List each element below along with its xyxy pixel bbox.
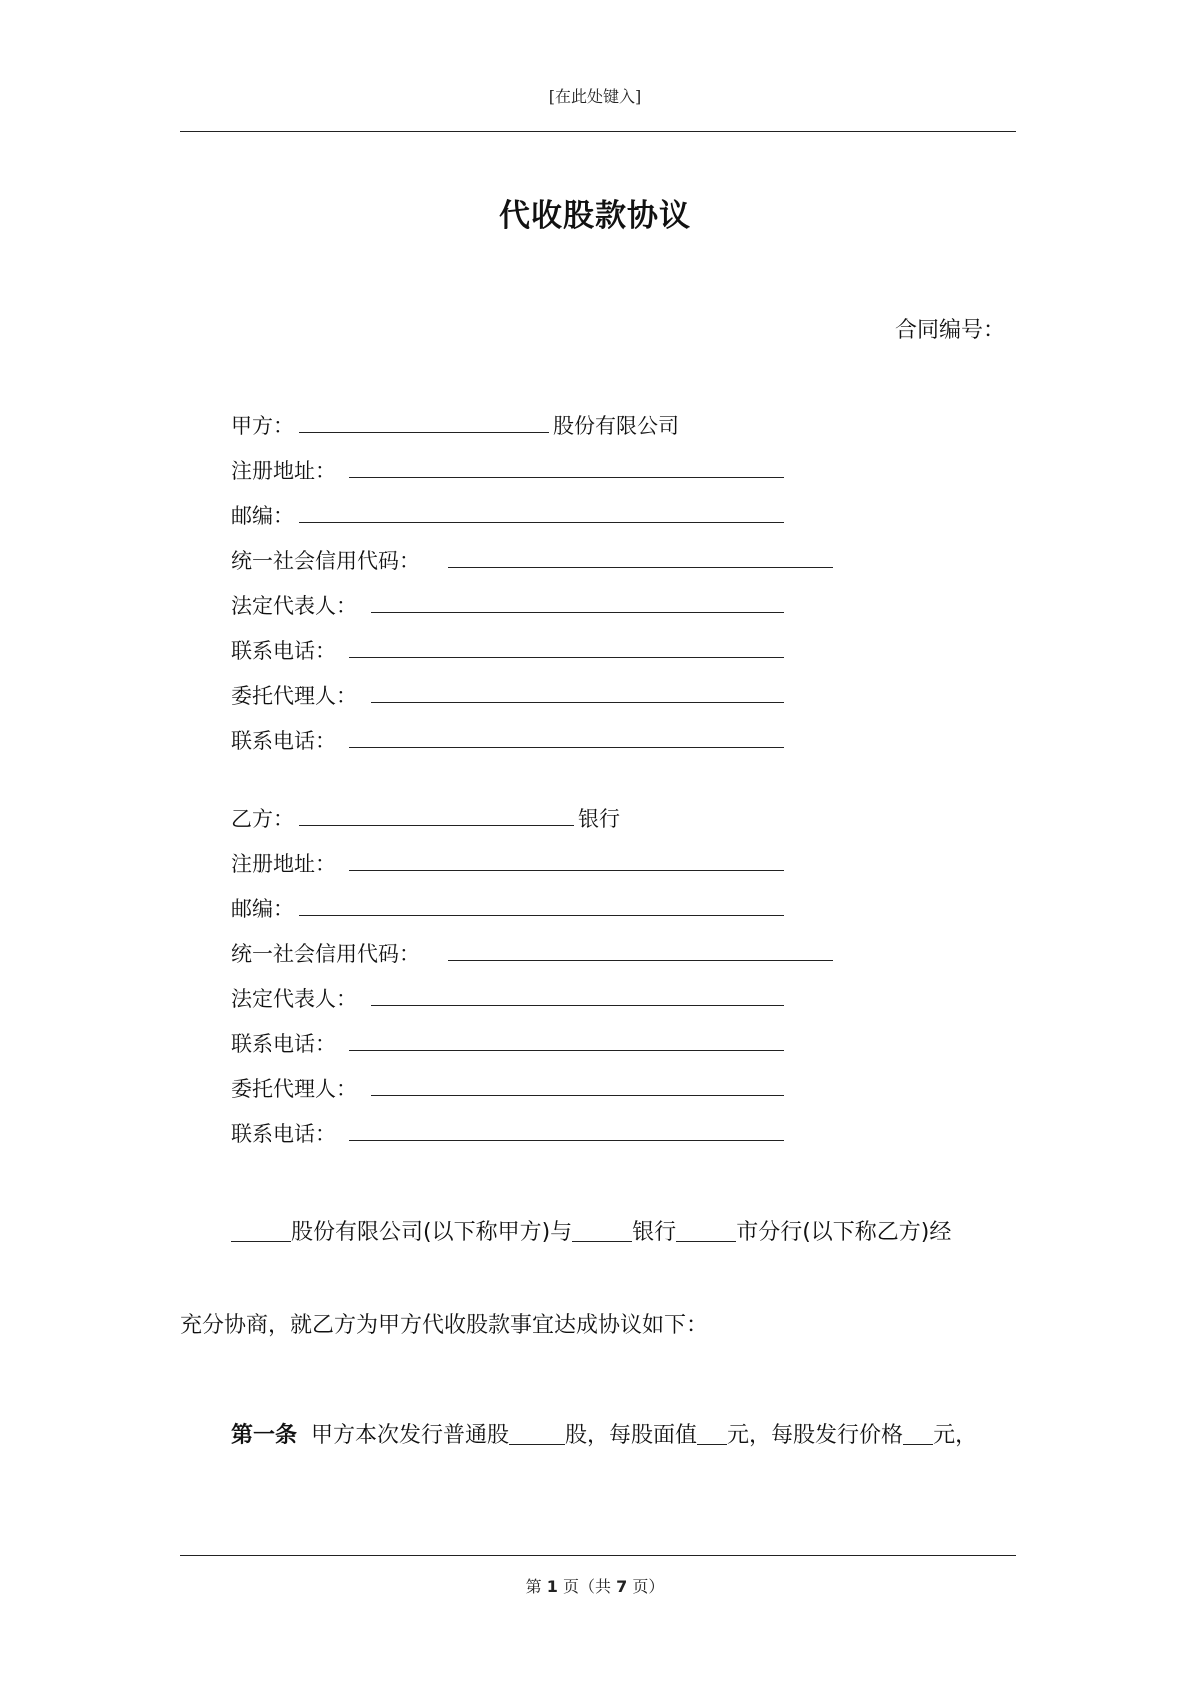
field-blank[interactable] — [299, 915, 784, 916]
article-1-text-3: 元，每股发行价格 — [727, 1423, 904, 1448]
field-blank[interactable] — [299, 522, 784, 523]
field-blank[interactable] — [371, 1005, 784, 1006]
page-middle: 页（共 — [562, 1577, 611, 1596]
field-label: 邮编： — [231, 897, 294, 921]
party-b-name-blank[interactable] — [299, 825, 574, 826]
field-blank[interactable] — [349, 1050, 784, 1051]
field-label: 统一社会信用代码： — [231, 549, 420, 573]
field-label: 注册地址： — [231, 852, 336, 876]
field-label: 联系电话： — [231, 729, 336, 753]
page-prefix: 第 — [525, 1577, 542, 1596]
field-blank[interactable] — [349, 477, 784, 478]
field-label: 联系电话： — [231, 1032, 336, 1056]
field-label: 统一社会信用代码： — [231, 942, 420, 966]
field-blank[interactable] — [349, 870, 784, 871]
field-blank[interactable] — [349, 1140, 784, 1141]
intro-text-2: 银行 — [632, 1220, 677, 1245]
bank-name-blank[interactable] — [572, 1219, 632, 1242]
city-branch-blank[interactable] — [676, 1219, 736, 1242]
article-1-text-4: 元， — [933, 1423, 978, 1448]
field-label: 联系电话： — [231, 639, 336, 663]
field-blank[interactable] — [448, 567, 833, 568]
share-count-blank[interactable] — [509, 1422, 565, 1445]
party-b-name-suffix: 银行 — [578, 807, 620, 831]
article-1-heading: 第一条 — [231, 1423, 298, 1448]
field-blank[interactable] — [349, 657, 784, 658]
total-pages: 7 — [616, 1577, 628, 1596]
party-a-name-suffix: 股份有限公司 — [553, 414, 679, 438]
document-title: 代收股款协议 — [499, 198, 691, 234]
field-blank[interactable] — [371, 1095, 784, 1096]
field-label: 委托代理人： — [231, 1077, 357, 1101]
field-blank[interactable] — [349, 747, 784, 748]
par-value-blank[interactable] — [697, 1422, 727, 1445]
intro-text-3: 市分行(以下称乙方)经 — [736, 1220, 952, 1245]
field-blank[interactable] — [371, 612, 784, 613]
party-a-name-blank[interactable] — [299, 432, 549, 433]
page-suffix: 页） — [632, 1577, 665, 1596]
company-name-blank[interactable] — [231, 1219, 291, 1242]
issue-price-blank[interactable] — [903, 1422, 933, 1445]
field-label: 邮编： — [231, 504, 294, 528]
article-1-text-2: 股，每股面值 — [565, 1423, 698, 1448]
intro-line-2: 充分协商，就乙方为甲方代收股款事宜达成协议如下： — [180, 1313, 709, 1338]
field-label: 法定代表人： — [231, 987, 357, 1011]
party-a-name-label: 甲方： — [231, 414, 294, 438]
footer-rule — [180, 1555, 1016, 1556]
field-blank[interactable] — [448, 960, 833, 961]
field-blank[interactable] — [371, 702, 784, 703]
intro-text-1: 股份有限公司(以下称甲方)与 — [291, 1220, 573, 1245]
article-1-text-1: 甲方本次发行普通股 — [311, 1423, 510, 1448]
party-b-name-label: 乙方： — [231, 807, 294, 831]
page-number — [0, 1574, 1190, 1597]
current-page: 1 — [546, 1577, 558, 1596]
header-rule — [180, 131, 1016, 132]
contract-number-label: 合同编号： — [895, 318, 1006, 343]
field-label: 委托代理人： — [231, 684, 357, 708]
field-label: 联系电话： — [231, 1122, 336, 1146]
field-label: 法定代表人： — [231, 594, 357, 618]
header-placeholder[interactable]: [在此处键入] — [548, 87, 642, 106]
article-1 — [231, 1418, 977, 1449]
field-label: 注册地址： — [231, 459, 336, 483]
intro-line-1 — [231, 1215, 951, 1246]
